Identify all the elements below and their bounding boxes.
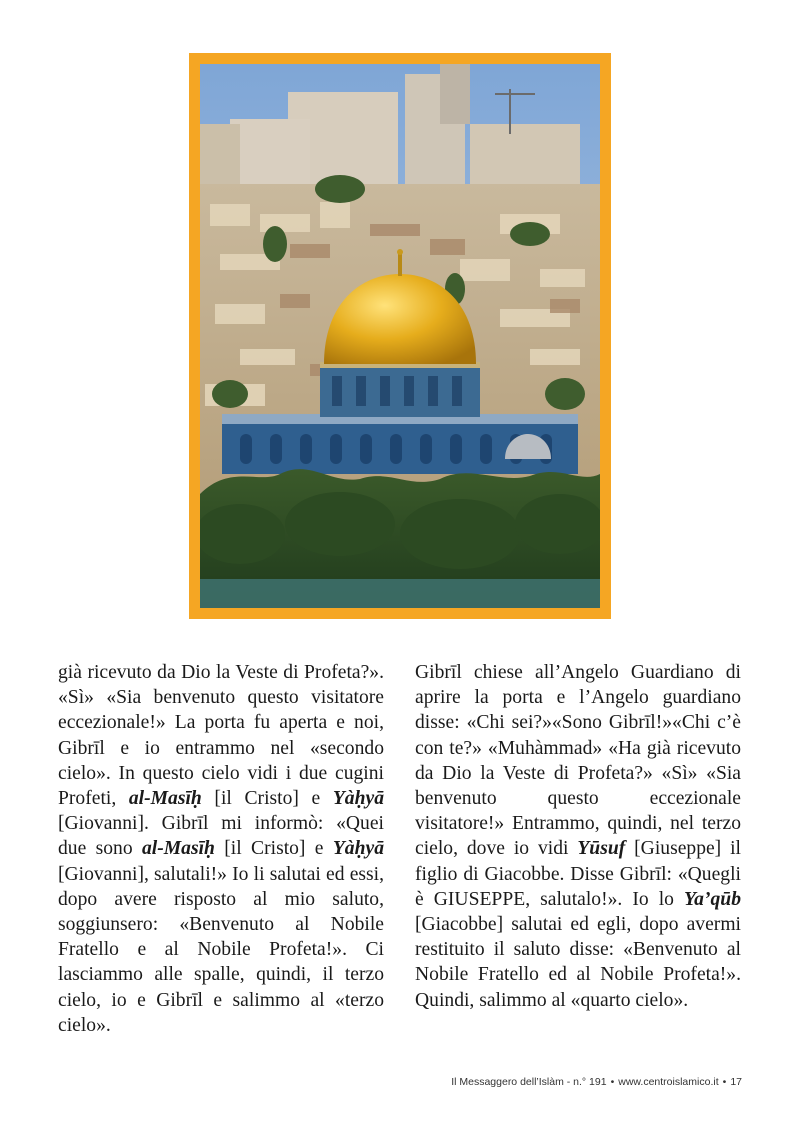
text-run: [Giacobbe] salutai ed egli, dopo avermi restituito il saluto disse: «Benvenuto al Nobile Fratello ed al Nobile Profeta!». Quindi, salimmo al «quarto cielo». <box>415 914 741 1011</box>
text-run: Gibrīl chiese all’Angelo Guardiano di aprire la porta e l’Angelo guardiano disse: «Chi sei?»«Sono Gibrīl!»«Chi c’è con te?» «Muhàmmad» «Ha già ricevuto da Dio la Veste di Profeta?» «Sì» «Sia benvenuto questo eccezionale visitatore!» Entrammo, quindi, nel terzo cielo, dove io vidi <box>415 662 741 860</box>
text-run: già ricevuto da Dio la Veste di Profeta?». «Sì» «Sia benvenuto questo visitatore eccezionale!» La porta fu aperta e noi, Gibrīl e io entrammo nel «secondo cielo». In questo cielo vidi i due cugini Profeti, <box>58 662 384 810</box>
text-run: [Giuseppe] il figlio di Giacobbe. Disse Gibrīl: «Quegli è GIUSEPPE, salutalo!». Io lo <box>415 838 741 910</box>
transliterated-name: Yàḥyā <box>332 838 384 860</box>
page-number: 17 <box>730 1076 742 1088</box>
transliterated-name: al-Masīḥ <box>141 838 215 860</box>
website-link[interactable]: www.centroislamico.it <box>618 1076 719 1088</box>
transliterated-name: Yūsuf <box>577 838 626 860</box>
article-paragraph-left <box>58 660 384 1038</box>
article-column-left <box>58 660 384 1038</box>
transliterated-name: Yàḥyā <box>332 788 384 810</box>
page-footer <box>451 1076 742 1088</box>
article-paragraph-right <box>415 660 741 1013</box>
text-run: [il Cristo] e <box>201 788 333 810</box>
article-column-right <box>415 660 741 1013</box>
transliterated-name: Ya’qūb <box>684 888 741 910</box>
photo-frame <box>189 53 611 619</box>
footer-separator: • <box>610 1076 615 1088</box>
text-run: [Giovanni]. Gibrīl mi informò: «Quei due sono <box>58 813 384 860</box>
dome-of-the-rock-photo <box>200 64 600 608</box>
magazine-title: Il Messaggero dell’Islàm - n.° 191 <box>451 1076 607 1088</box>
text-run: [il Cristo] e <box>214 838 333 860</box>
footer-separator: • <box>722 1076 727 1088</box>
text-run: [Giovanni], salutali!» Io li salutai ed essi, dopo avere risposto al mio saluto, soggiunsero: «Benvenuto al Nobile Fratello e al Nobile Profeta!». Ci lasciammo alle spalle, quindi, il terzo cielo, io e Gibrīl e salimmo al «terzo cielo». <box>58 863 384 1036</box>
transliterated-name: al-Masīḥ <box>128 788 202 810</box>
